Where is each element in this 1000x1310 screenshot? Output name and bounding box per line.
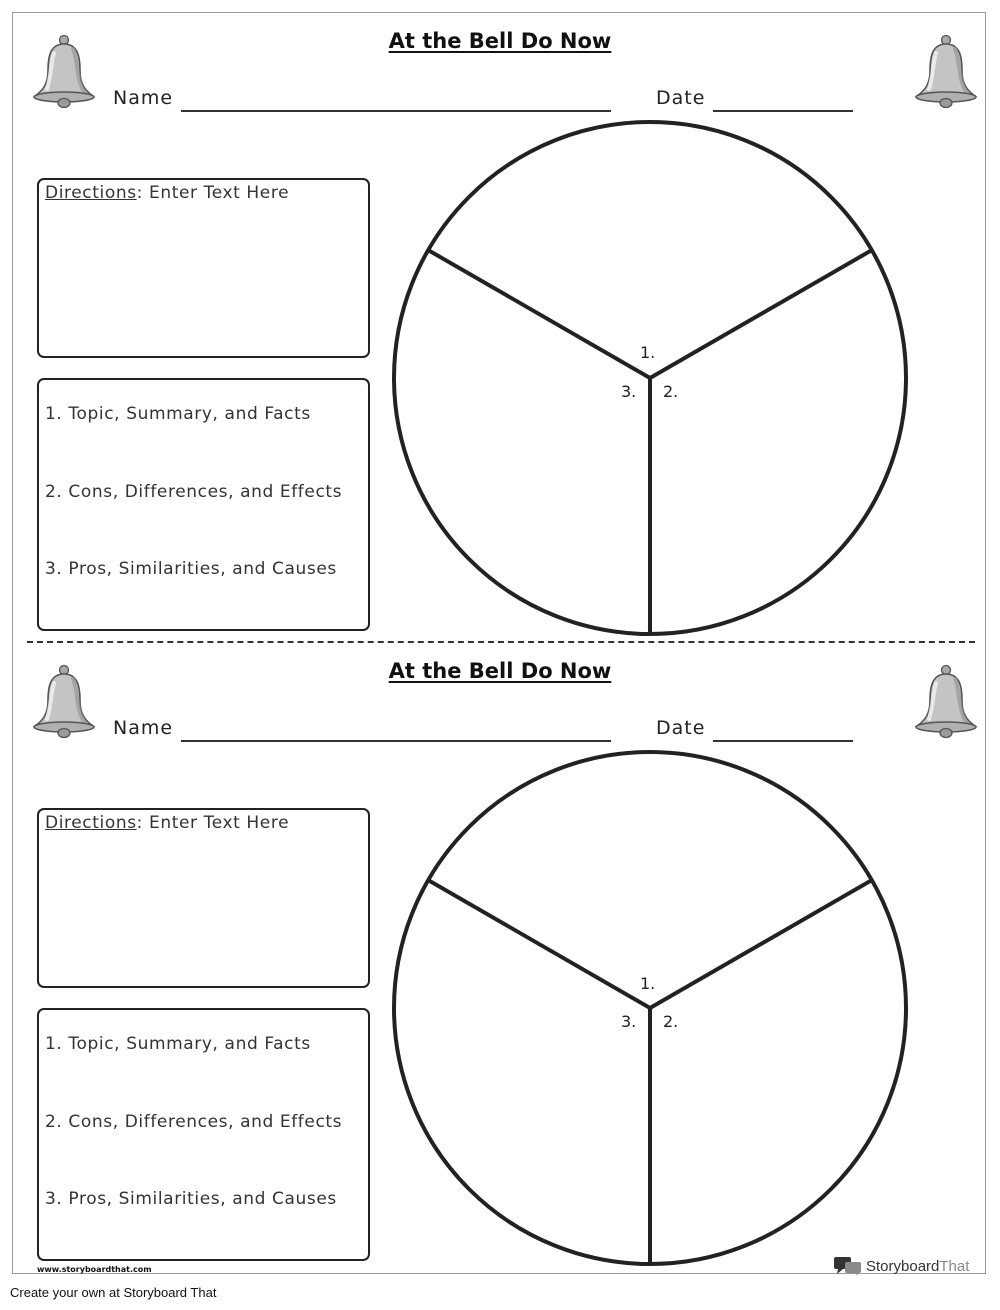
key-item: 3. Pros, Similarities, and Causes <box>45 559 337 579</box>
bell-icon <box>29 663 99 743</box>
bell-icon <box>29 33 99 113</box>
pie-label-2: 2. <box>663 382 679 401</box>
watermark-url: www.storyboardthat.com <box>37 1265 152 1274</box>
bell-icon <box>911 33 981 113</box>
name-label: Name <box>113 87 174 109</box>
footer-credit[interactable]: Create your own at Storyboard That <box>10 1285 217 1300</box>
pie-label-1: 1. <box>640 974 656 993</box>
key-box <box>37 1008 370 1261</box>
directions-body: : Enter Text Here <box>136 183 290 203</box>
directions-box[interactable] <box>37 808 370 988</box>
key-item: 2. Cons, Differences, and Effects <box>45 1112 343 1132</box>
brand-name <box>866 1258 969 1275</box>
storyboardthat-logo[interactable] <box>833 1255 969 1277</box>
speech-bubbles-icon <box>833 1255 863 1277</box>
pie-divider <box>428 880 650 1008</box>
name-field[interactable] <box>181 740 611 742</box>
date-field[interactable] <box>713 110 853 112</box>
key-item: 2. Cons, Differences, and Effects <box>45 482 343 502</box>
bell-icon <box>911 663 981 743</box>
key-item: 1. Topic, Summary, and Facts <box>45 404 311 424</box>
key-item: 1. Topic, Summary, and Facts <box>45 1034 311 1054</box>
pie-divider <box>428 250 650 378</box>
date-label: Date <box>656 87 706 109</box>
directions-heading: Directions <box>45 183 137 203</box>
name-field[interactable] <box>181 110 611 112</box>
directions-text <box>45 813 289 833</box>
pie-divider <box>650 250 872 378</box>
pie-divider <box>650 880 872 1008</box>
three-part-pie[interactable] <box>385 743 915 1273</box>
date-label: Date <box>656 717 706 739</box>
worksheet-bottom <box>13 643 987 1273</box>
pie-label-3: 3. <box>621 1012 637 1031</box>
key-box <box>37 378 370 631</box>
pie-label-1: 1. <box>640 343 656 362</box>
pie-label-3: 3. <box>621 382 637 401</box>
directions-body: : Enter Text Here <box>136 813 290 833</box>
worksheet-top <box>13 13 987 643</box>
worksheet-title: At the Bell Do Now <box>388 659 612 683</box>
directions-text <box>45 183 289 203</box>
brand-name-dark: Storyboard <box>866 1257 940 1275</box>
key-item: 3. Pros, Similarities, and Causes <box>45 1189 337 1209</box>
three-part-pie[interactable] <box>385 113 915 643</box>
directions-heading: Directions <box>45 813 137 833</box>
pie-label-2: 2. <box>663 1012 679 1031</box>
directions-box[interactable] <box>37 178 370 358</box>
worksheet-title: At the Bell Do Now <box>388 29 612 53</box>
date-field[interactable] <box>713 740 853 742</box>
worksheet-page <box>12 12 986 1274</box>
name-label: Name <box>113 717 174 739</box>
brand-name-light: That <box>939 1257 970 1275</box>
